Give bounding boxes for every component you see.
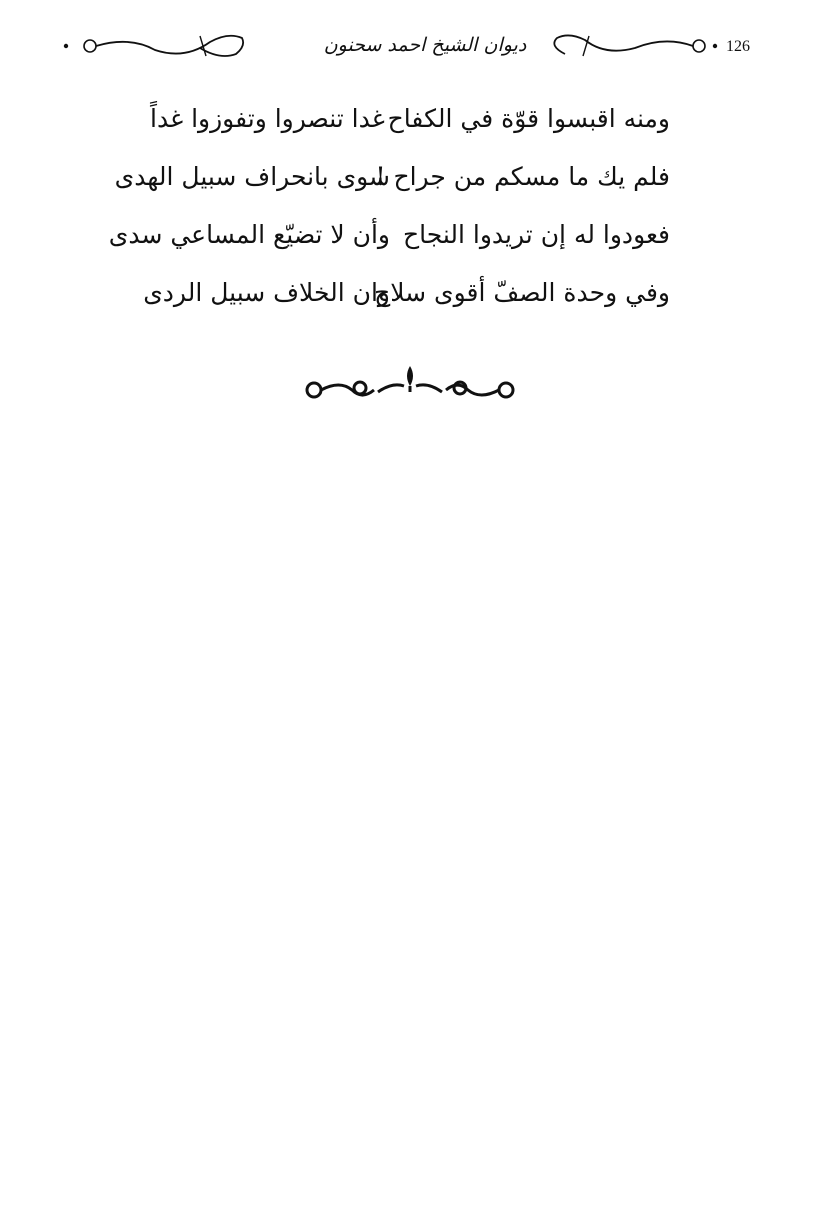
page-number: 126 [726, 38, 750, 55]
verse-3 [108, 208, 670, 266]
verse-4-second-hemistich: وان الخلاف سبيل الردى [143, 278, 390, 307]
verse-1-first-hemistich: ومنه اقبسوا قوّة في الكفاح [387, 104, 670, 133]
verse-4-first-hemistich: وفي وحدة الصفّ أقوى سلاح [374, 278, 670, 307]
verse-1 [150, 92, 670, 150]
verse-2 [114, 150, 670, 208]
verse-2-second-hemistich: سوى بانحراف سبيل الهدى [114, 162, 390, 191]
verse-3-first-hemistich: فعودوا له إن تريدوا النجاح [402, 220, 670, 249]
page-header [60, 22, 760, 72]
flourish-left-icon [60, 26, 250, 66]
flourish-right-icon [545, 26, 720, 66]
verse-1-second-hemistich: غدا تنصروا وتفوزوا غداً [150, 104, 385, 133]
verse-2-first-hemistich: فلم يك ما مسكم من جراح ! [375, 162, 670, 191]
poem [108, 92, 670, 324]
running-title: ديوان الشيخ احمد سحنون [323, 34, 527, 56]
end-ornament-icon [300, 360, 520, 410]
verse-4 [143, 266, 670, 324]
verse-3-second-hemistich: وأن لا تضيّع المساعي سدى [108, 220, 390, 249]
